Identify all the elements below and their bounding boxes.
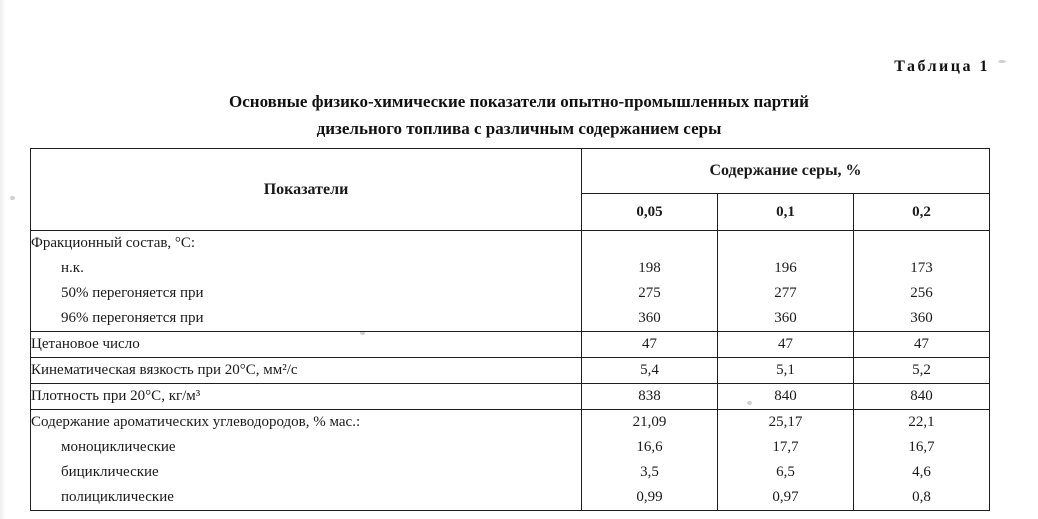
row-label: н.к.: [31, 256, 582, 281]
row-label: Цетановое число: [31, 332, 582, 358]
table-row: [31, 281, 990, 306]
row-value: 277: [718, 281, 854, 306]
row-value: 360: [582, 306, 718, 332]
column-header-sulfur-02: 0,2: [854, 194, 990, 231]
row-label: Содержание ароматических углеводородов, % мас.:: [31, 410, 582, 436]
row-value: 0,97: [718, 485, 854, 511]
table-row: [31, 231, 990, 257]
row-value: 25,17: [718, 410, 854, 436]
row-value: 47: [854, 332, 990, 358]
row-value: 173: [854, 256, 990, 281]
scan-speck: [10, 196, 15, 200]
table-number-text: Таблица 1: [894, 58, 990, 75]
column-header-sulfur-01: 0,1: [718, 194, 854, 231]
table-row: [31, 460, 990, 485]
row-label: 50% перегоняется при: [31, 281, 582, 306]
physico-chemical-properties-table: [30, 148, 990, 511]
page-edge-shading: [0, 0, 6, 519]
table-row: [31, 410, 990, 436]
row-value: 840: [854, 384, 990, 410]
row-value: 5,4: [582, 358, 718, 384]
row-label: Кинематическая вязкость при 20°С, мм²/с: [31, 358, 582, 384]
row-value: 4,6: [854, 460, 990, 485]
row-value: 5,1: [718, 358, 854, 384]
table-number-label: [894, 58, 990, 76]
table-row: [31, 384, 990, 410]
row-value: 22,1: [854, 410, 990, 436]
row-value: 21,09: [582, 410, 718, 436]
row-value: 16,6: [582, 435, 718, 460]
row-value: [854, 231, 990, 257]
row-value: 47: [582, 332, 718, 358]
table-title-line-2: дизельного топлива с различным содержанием серы: [316, 119, 722, 138]
table-header-row-1: [31, 149, 990, 194]
row-value: 198: [582, 256, 718, 281]
scan-speck: [998, 60, 1006, 63]
row-value: 17,7: [718, 435, 854, 460]
row-value: 5,2: [854, 358, 990, 384]
row-value: 360: [854, 306, 990, 332]
column-header-parameters: Показатели: [31, 149, 582, 231]
row-value: 360: [718, 306, 854, 332]
table-row: [31, 332, 990, 358]
row-value: 0,99: [582, 485, 718, 511]
table-row: [31, 485, 990, 511]
row-value: 6,5: [718, 460, 854, 485]
table-row: [31, 435, 990, 460]
row-value: 196: [718, 256, 854, 281]
row-label: полициклические: [31, 485, 582, 511]
row-value: [718, 231, 854, 257]
row-value: 256: [854, 281, 990, 306]
row-label: Плотность при 20°С, кг/м³: [31, 384, 582, 410]
row-value: 47: [718, 332, 854, 358]
row-value: 840: [718, 384, 854, 410]
row-value: 3,5: [582, 460, 718, 485]
row-label: 96% перегоняется при: [31, 306, 582, 332]
table-title-line-1: Основные физико-химические показатели опытно-промышленных партий: [229, 92, 809, 111]
column-header-sulfur-005: 0,05: [582, 194, 718, 231]
row-label: моноциклические: [31, 435, 582, 460]
table-row: [31, 256, 990, 281]
row-value: 838: [582, 384, 718, 410]
table-title: [0, 88, 1038, 142]
row-label: Фракционный состав, °С:: [31, 231, 582, 257]
table-row: [31, 358, 990, 384]
row-value: [582, 231, 718, 257]
column-header-sulfur-group: Содержание серы, %: [582, 149, 990, 194]
row-label: бициклические: [31, 460, 582, 485]
row-value: 16,7: [854, 435, 990, 460]
row-value: 0,8: [854, 485, 990, 511]
table-row: [31, 306, 990, 332]
row-value: 275: [582, 281, 718, 306]
